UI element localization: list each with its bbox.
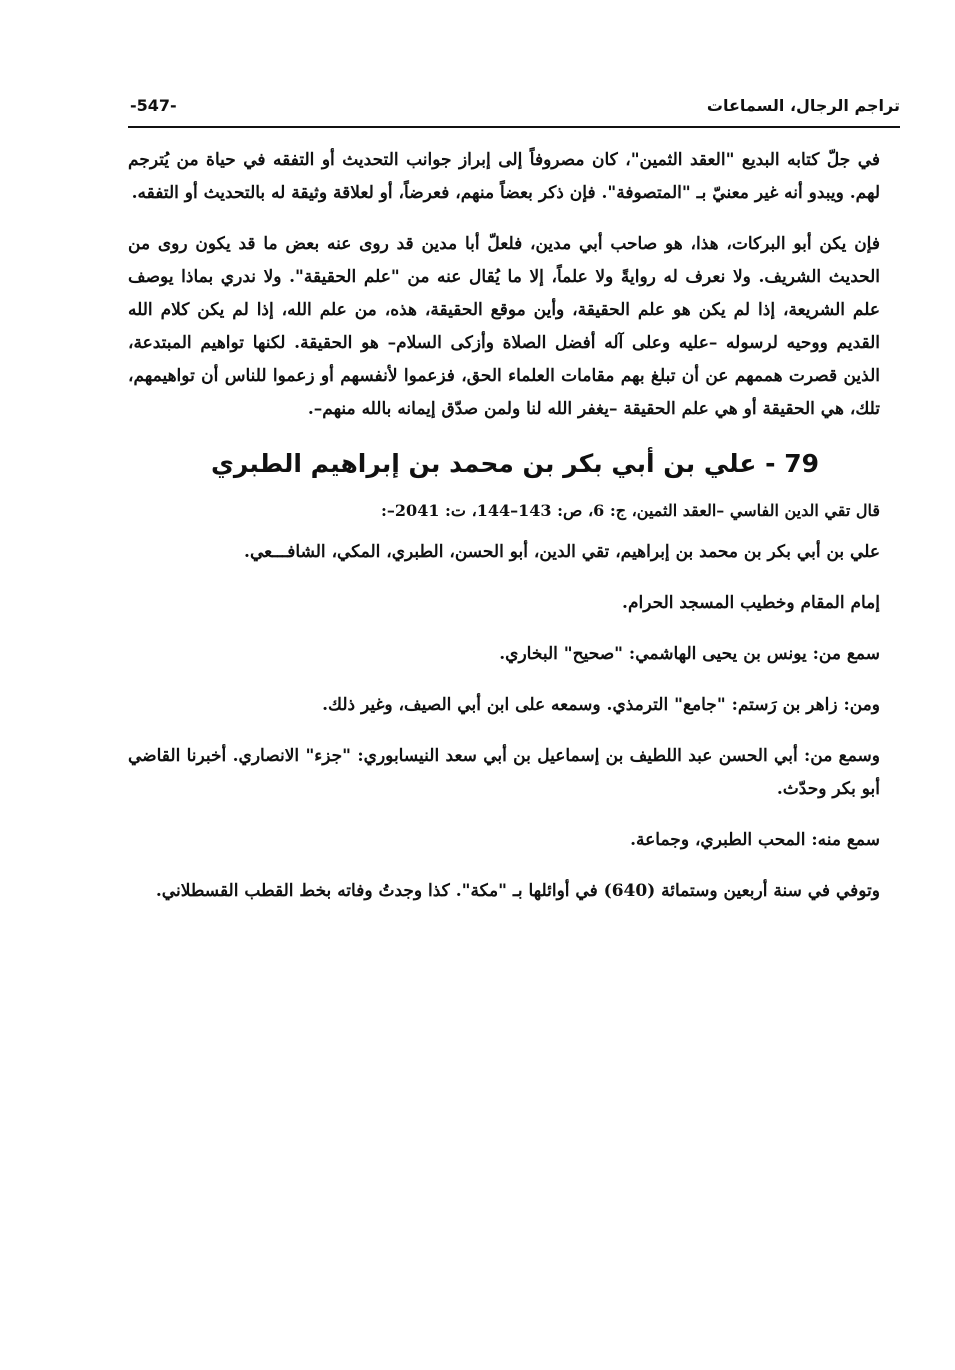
page-header [130, 92, 900, 122]
running-title: تراجم الرجال، السماعات [706, 96, 900, 115]
page-number: -547- [130, 96, 177, 115]
paragraph-abu-barakat: فإن يكن أبو البركات، هذا، هو صاحب أبي مدين، فلعلّ أبا مدين قد روى عنه بعض ما قد يكون روى من الحديث الشريف. ولا نعرف له روايةً ولا علماً، إلا ما يُقال عنه من "علم الحقيقة". ولا ندري بماذا يوصف علم الشريعة، إذا لم يكن هو علم الحقيقة، وأين موقع الحقيقة، هذه، من علم الله، إذا لم يكن كلام الله القديم ووحيه لرسوله –عليه وعلى آله أفضل الصلاة وأزكى السلام– هو الحقيقة. لكنها تواهيم المبتدعة، الذين قصرت هممهم عن أن تبلغ بهم مقامات العلماء الحق، فزعموا لأنفسهم أو زعموا للناس أن تواهيمهم، تلك، هي الحقيقة أو هي علم الحقيقة –يغفر الله لنا ولمن صدّق إيمانه بالله منهم–. [128, 234, 880, 419]
entry-name-line: علي بن أبي بكر بن محمد بن إبراهيم، تقي الدين، أبو الحسن، الطبري، المكي، الشافـــعي. [244, 542, 880, 562]
paragraph-intro: في جلّ كتابه البديع "العقد الثمين"، كان مصروفاً إلى إبراز جوانب التحديث أو التفقه في حياة من يُترجم لهم. ويبدو أنه غير معنيّ بـ "المتصوفة". فإن ذكر بعضاً منهم، فعرضاً، أو لعلاقة وثيقة له بالتحديث أو التفقه. [128, 150, 880, 203]
entry-heard-from-nishapuri-line: وسمع من: أبي الحسن عبد اللطيف بن إسماعيل بن أبي سعد النيسابوري: "جزء" الانصاري. أخبرنا القاضي أبو بكر وحدّث. [128, 746, 880, 799]
header-rule [128, 126, 900, 128]
entry-heading: 79 - علي بن أبي بكر بن محمد بن إبراهيم الطبري [210, 449, 820, 478]
entry-role-line: إمام المقام وخطيب المسجد الحرام. [622, 593, 880, 613]
entry-students-line: سمع منه: المحب الطبري، وجماعة. [630, 830, 880, 850]
entry-heard-from-zahir-line: ومن: زاهر بن رَستم: "جامع" الترمذي. وسمعه على ابن أبي الصيف، وغير ذلك. [322, 695, 880, 715]
entry-death-line: وتوفي في سنة أربعين وستمائة (640) في أوائلها بـ "مكة". كذا وجدتُ وفاته بخط القطب القسطلاني. [155, 881, 880, 901]
page-body [128, 140, 902, 908]
entry-heard-from-line: سمع من: يونس بن يحيى الهاشمي: "صحيح" البخاري. [499, 644, 880, 664]
entry-source-citation: قال تقي الدين الفاسي –العقد الثمين، ج: 6، ص: 143–144، ت: 2041–: [381, 501, 880, 520]
